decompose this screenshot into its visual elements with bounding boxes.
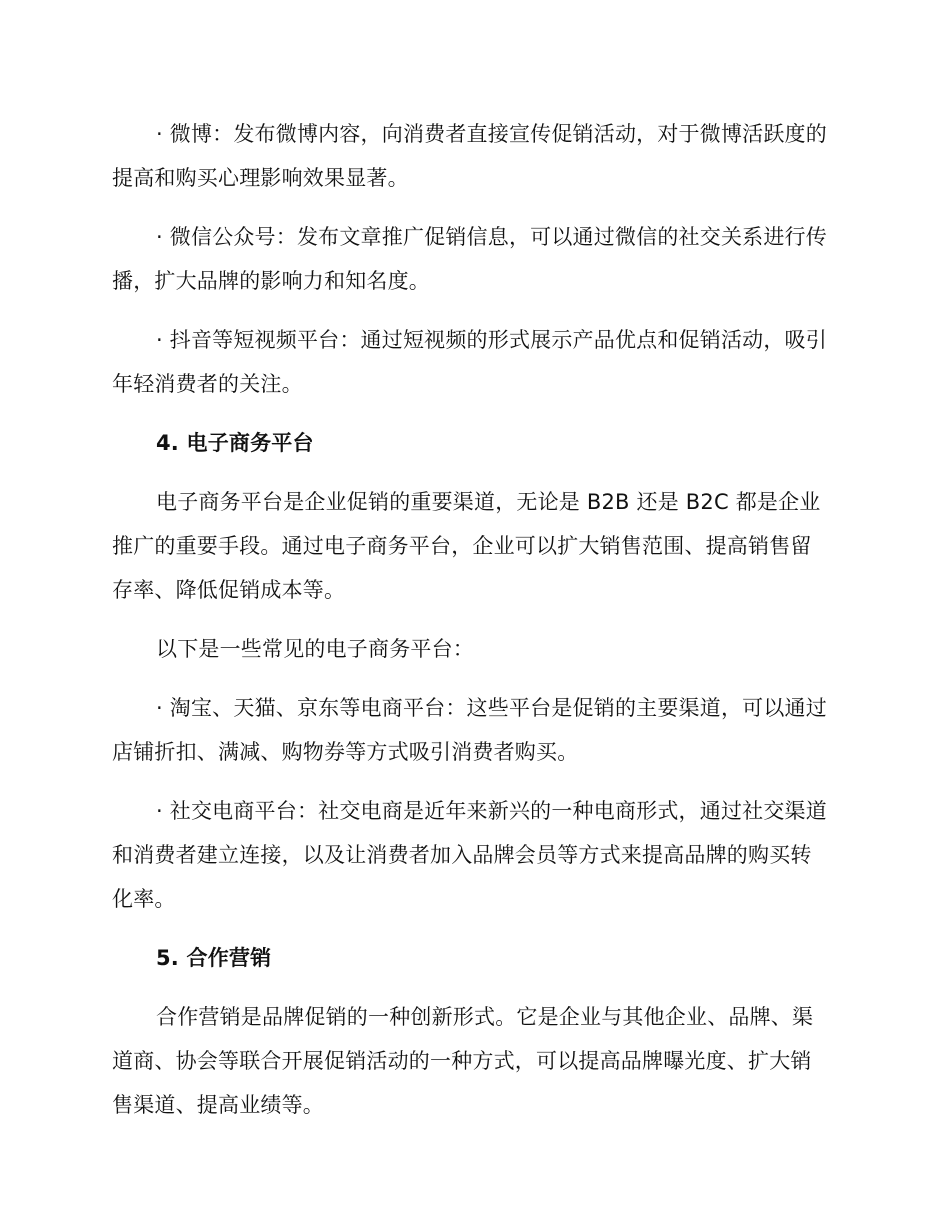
paragraph-cooperative-marketing: 合作营销是品牌促销的一种创新形式。它是企业与其他企业、品牌、渠道商、协会等联合开展促销活动的一种方式，可以提高品牌曝光度、扩大销售渠道、提高业绩等。 [112,1005,814,1117]
section-heading-cooperative-marketing: 5. 合作营销 [156,946,272,970]
bullet-wechat: · 微信公众号：发布文章推广促销信息，可以通过微信的社交关系进行传播，扩大品牌的影响力和知名度。 [112,225,827,293]
document-body [112,112,830,1127]
bullet-short-video: · 抖音等短视频平台：通过短视频的形式展示产品优点和促销活动，吸引年轻消费者的关注。 [112,328,827,396]
paragraph-ecommerce-intro: 电子商务平台是企业促销的重要渠道，无论是 B2B 还是 B2C 都是企业推广的重要手段。通过电子商务平台，企业可以扩大销售范围、提高销售留存率、降低促销成本等。 [112,490,821,602]
bullet-weibo: · 微博：发布微博内容，向消费者直接宣传促销活动，对于微博活跃度的提高和购买心理影响效果显著。 [112,122,827,190]
bullet-social-commerce: · 社交电商平台：社交电商是近年来新兴的一种电商形式，通过社交渠道和消费者建立连接，以及让消费者加入品牌会员等方式来提高品牌的购买转化率。 [112,799,827,911]
bullet-ecommerce-platforms: · 淘宝、天猫、京东等电商平台：这些平台是促销的主要渠道，可以通过店铺折扣、满减、购物券等方式吸引消费者购买。 [112,696,827,764]
paragraph-ecommerce-list-intro: 以下是一些常见的电子商务平台： [156,637,474,661]
section-heading-ecommerce: 4. 电子商务平台 [156,431,314,455]
